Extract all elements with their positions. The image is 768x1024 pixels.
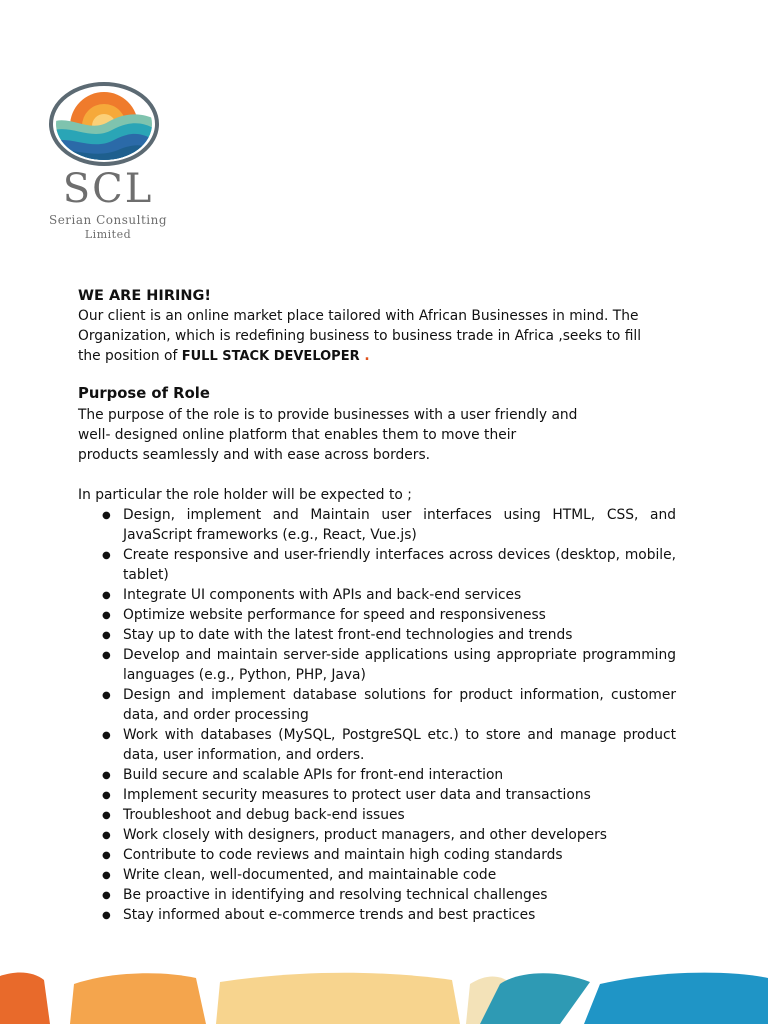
list-item-text: Optimize website performance for speed and responsiveness <box>123 607 546 623</box>
list-item-text: Work with databases (MySQL, PostgreSQL etc.) to store and manage product data, user information, and orders. <box>123 727 676 763</box>
company-logo <box>28 82 188 247</box>
bullet-icon: ● <box>102 630 111 641</box>
bullet-icon: ● <box>102 910 111 921</box>
bullet-icon: ● <box>102 870 111 881</box>
list-item <box>78 685 676 725</box>
bullet-icon: ● <box>102 810 111 821</box>
list-item <box>78 865 676 885</box>
purpose-paragraph <box>78 405 608 465</box>
list-item <box>78 505 676 545</box>
list-item-text: Design, implement and Maintain user interfaces using HTML, CSS, and JavaScript frameworks (e.g., React, Vue.js) <box>123 507 676 543</box>
bullet-icon: ● <box>102 770 111 781</box>
hiring-heading: WE ARE HIRING! <box>78 288 212 304</box>
list-item <box>78 785 676 805</box>
purpose-line: well- designed online platform that enables them to move their <box>78 427 517 443</box>
footer-stripe <box>70 973 206 1024</box>
list-item-text: Contribute to code reviews and maintain high coding standards <box>123 847 563 863</box>
bullet-icon: ● <box>102 730 111 741</box>
responsibilities-intro: In particular the role holder will be expected to ; <box>78 487 412 503</box>
list-item <box>78 845 676 865</box>
purpose-heading: Purpose of Role <box>78 385 210 402</box>
list-item <box>78 585 676 605</box>
bullet-icon: ● <box>102 830 111 841</box>
bullet-icon: ● <box>102 610 111 621</box>
list-item-text: Integrate UI components with APIs and back-end services <box>123 587 522 603</box>
intro-line: Organization, which is redefining business to business trade in Africa ,seeks to fill <box>78 328 642 344</box>
bullet-icon: ● <box>102 550 111 561</box>
decorative-footer-band <box>0 970 768 1024</box>
list-item-text: Stay informed about e-commerce trends and best practices <box>123 907 536 923</box>
bullet-icon: ● <box>102 690 111 701</box>
position-suffix: . <box>359 348 370 364</box>
responsibilities-list <box>78 505 676 925</box>
purpose-line: products seamlessly and with ease across borders. <box>78 447 431 463</box>
list-item <box>78 645 676 685</box>
intro-line-position <box>78 346 676 367</box>
bullet-icon: ● <box>102 890 111 901</box>
list-item-text: Create responsive and user-friendly interfaces across devices (desktop, mobile, tablet) <box>123 547 676 583</box>
job-description <box>78 286 676 925</box>
list-item <box>78 905 676 925</box>
list-item-text: Stay up to date with the latest front-end technologies and trends <box>123 627 573 643</box>
list-item <box>78 885 676 905</box>
purpose-line: The purpose of the role is to provide businesses with a user friendly and <box>78 407 578 423</box>
bullet-icon: ● <box>102 850 111 861</box>
intro-prefix: the position of <box>78 348 182 364</box>
list-item-text: Design and implement database solutions for product information, customer data, and order processing <box>123 687 676 723</box>
list-item-text: Implement security measures to protect user data and transactions <box>123 787 591 803</box>
list-item-text: Develop and maintain server-side applications using appropriate programming languages (e.g., Python, PHP, Java) <box>123 647 676 683</box>
logo-emblem-icon <box>48 82 160 166</box>
logo-wordmark: SCL <box>62 166 154 212</box>
list-item-text: Troubleshoot and debug back-end issues <box>123 807 405 823</box>
list-item-text: Write clean, well-documented, and maintainable code <box>123 867 497 883</box>
list-item-text: Work closely with designers, product managers, and other developers <box>123 827 607 843</box>
logo-subtitle: Serian Consulting <box>48 213 168 227</box>
list-item <box>78 605 676 625</box>
footer-stripe <box>0 973 50 1024</box>
position-title: FULL STACK DEVELOPER <box>181 349 360 364</box>
bullet-icon: ● <box>102 590 111 601</box>
bullet-icon: ● <box>102 510 111 521</box>
logo-subtitle-line2: Limited <box>84 228 132 241</box>
list-item <box>78 805 676 825</box>
list-item <box>78 545 676 585</box>
bullet-icon: ● <box>102 790 111 801</box>
footer-stripe <box>216 973 460 1024</box>
intro-line: Our client is an online market place tailored with African Businesses in mind. The <box>78 308 639 324</box>
list-item-text: Build secure and scalable APIs for front-end interaction <box>123 767 504 783</box>
list-item <box>78 625 676 645</box>
list-item-text: Be proactive in identifying and resolving technical challenges <box>123 887 548 903</box>
list-item <box>78 825 676 845</box>
bullet-icon: ● <box>102 650 111 661</box>
list-item <box>78 725 676 765</box>
list-item <box>78 765 676 785</box>
